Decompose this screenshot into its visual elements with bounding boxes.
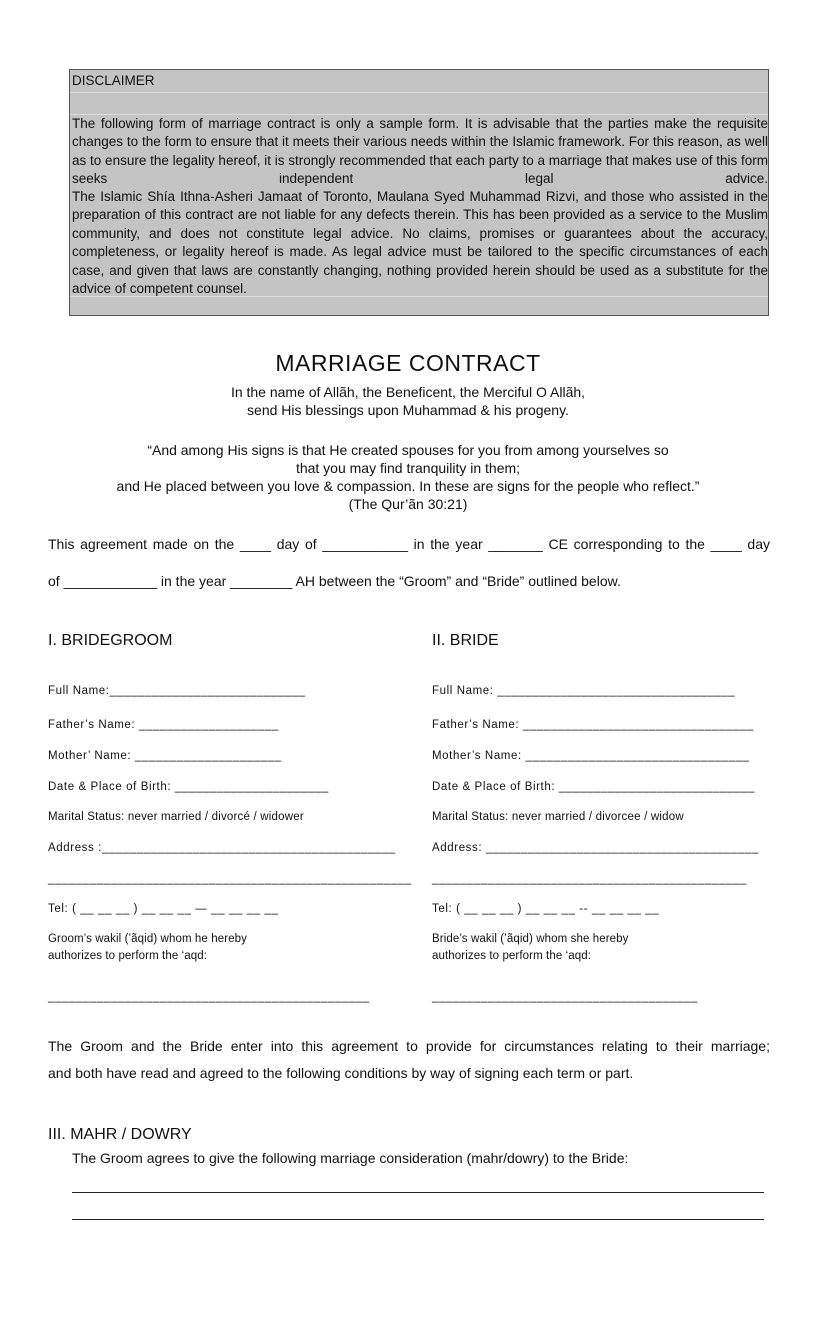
agreement-line-1[interactable]: This agreement made on the ____ day of ___________ in the year _______ CE corresponding to the ____ day [48, 536, 770, 552]
quote-line-2: that you may find tranquility in them; [295, 460, 521, 476]
bride-wakil-label-2: authorizes to perform the ‘aqd: [432, 950, 592, 962]
mahr-heading: III. MAHR / DOWRY [48, 1126, 192, 1143]
bride-heading: II. BRIDE [432, 632, 499, 649]
bride-wakil-signature-line[interactable]: ______________________________________ [432, 991, 698, 1003]
quote-reference: (The Qur’ãn 30:21) [348, 496, 468, 512]
groom-wakil-signature-line[interactable]: ______________________________________________ [48, 991, 370, 1003]
groom-full-name-field[interactable]: Full Name:____________________________ [48, 685, 306, 697]
groom-mother-name-field[interactable]: Mother’ Name: _____________________ [48, 750, 282, 762]
disclaimer-box [69, 69, 769, 316]
groom-father-name-field[interactable]: Father’s Name: ____________________ [48, 719, 279, 731]
groom-address-line-2[interactable]: ____________________________________________________ [48, 873, 412, 885]
page-title: MARRIAGE CONTRACT [275, 350, 541, 376]
disclaimer-paragraph-1: The following form of marriage contract is only a sample form. It is advisable that the parties make the requisite changes to the form to ensure that it meets their various needs within the Islamic framework. For this reason, as well as to ensure the legality hereof, it is strongly recommended that each party to a marriage that makes use of this form seeks independent legal advice. [72, 116, 768, 187]
bride-wakil-label-1: Bride’s wakil (’ãqid) whom she hereby [432, 933, 629, 945]
bride-mother-name-field[interactable]: Mother’s Name: ________________________________ [432, 750, 750, 762]
quote-line-3: and He placed between you love & compassion. In these are signs for the people who reflect.” [116, 478, 700, 494]
groom-address-field[interactable]: Address :__________________________________________ [48, 842, 396, 854]
groom-wakil-label-2: authorizes to perform the ‘aqd: [48, 950, 208, 962]
groom-marital-status[interactable]: Marital Status: never married / divorcé / widower [48, 811, 304, 823]
mahr-line-1[interactable] [72, 1192, 764, 1193]
bride-father-name-field[interactable]: Father’s Name: _________________________________ [432, 719, 754, 731]
bride-address-field[interactable]: Address: _______________________________________ [432, 842, 759, 854]
bride-marital-status[interactable]: Marital Status: never married / divorcee / widow [432, 811, 684, 823]
mahr-text: The Groom agrees to give the following marriage consideration (mahr/dowry) to the Bride: [72, 1150, 629, 1166]
bride-full-name-field[interactable]: Full Name: __________________________________ [432, 685, 736, 697]
bride-tel-field[interactable]: Tel: ( __ __ __ ) __ __ __ -- __ __ __ __ [432, 903, 660, 915]
conditions-line-2: and both have read and agreed to the following conditions by way of signing each term or part. [48, 1065, 634, 1081]
disclaimer-heading: DISCLAIMER [72, 73, 155, 88]
bride-birth-field[interactable]: Date & Place of Birth: ____________________________ [432, 781, 755, 793]
invocation-line-1: In the name of Allãh, the Beneficent, the Merciful O Allãh, [230, 384, 586, 400]
groom-tel-field[interactable]: Tel: ( __ __ __ ) __ __ __ — __ __ __ __ [48, 903, 279, 915]
agreement-line-2[interactable]: of ____________ in the year ________ AH between the “Groom” and “Bride” outlined below. [48, 573, 621, 589]
disclaimer-paragraph-2: The Islamic Shía Ithna-Asheri Jamaat of Toronto, Maulana Syed Muhammad Rizvi, and those who assisted in the preparation of this contract are not liable for any defects therein. This has been provided as a service to the Muslim community, and does not constitute legal advice. No claims, promises or guarantees about the accuracy, completeness, or legality hereof is made. As legal advice must be tailored to the specific circumstances of each case, and given that laws are constantly changing, nothing provided herein should be used as a substitute for the advice of competent counsel. [72, 189, 768, 297]
divider [70, 92, 768, 93]
invocation-line-2: send His blessings upon Muhammad & his progeny. [247, 402, 569, 418]
conditions-line-1: The Groom and the Bride enter into this agreement to provide for circumstances relating to their marriage; [48, 1038, 770, 1054]
groom-wakil-label-1: Groom’s wakil (’ãqid) whom he hereby [48, 933, 247, 945]
groom-heading: I. BRIDEGROOM [48, 632, 173, 649]
bride-address-line-2[interactable]: _____________________________________________ [432, 873, 747, 885]
mahr-line-2[interactable] [72, 1219, 764, 1220]
groom-birth-field[interactable]: Date & Place of Birth: ______________________ [48, 781, 329, 793]
quote-line-1: “And among His signs is that He created spouses for you from among yourselves so [147, 442, 669, 458]
